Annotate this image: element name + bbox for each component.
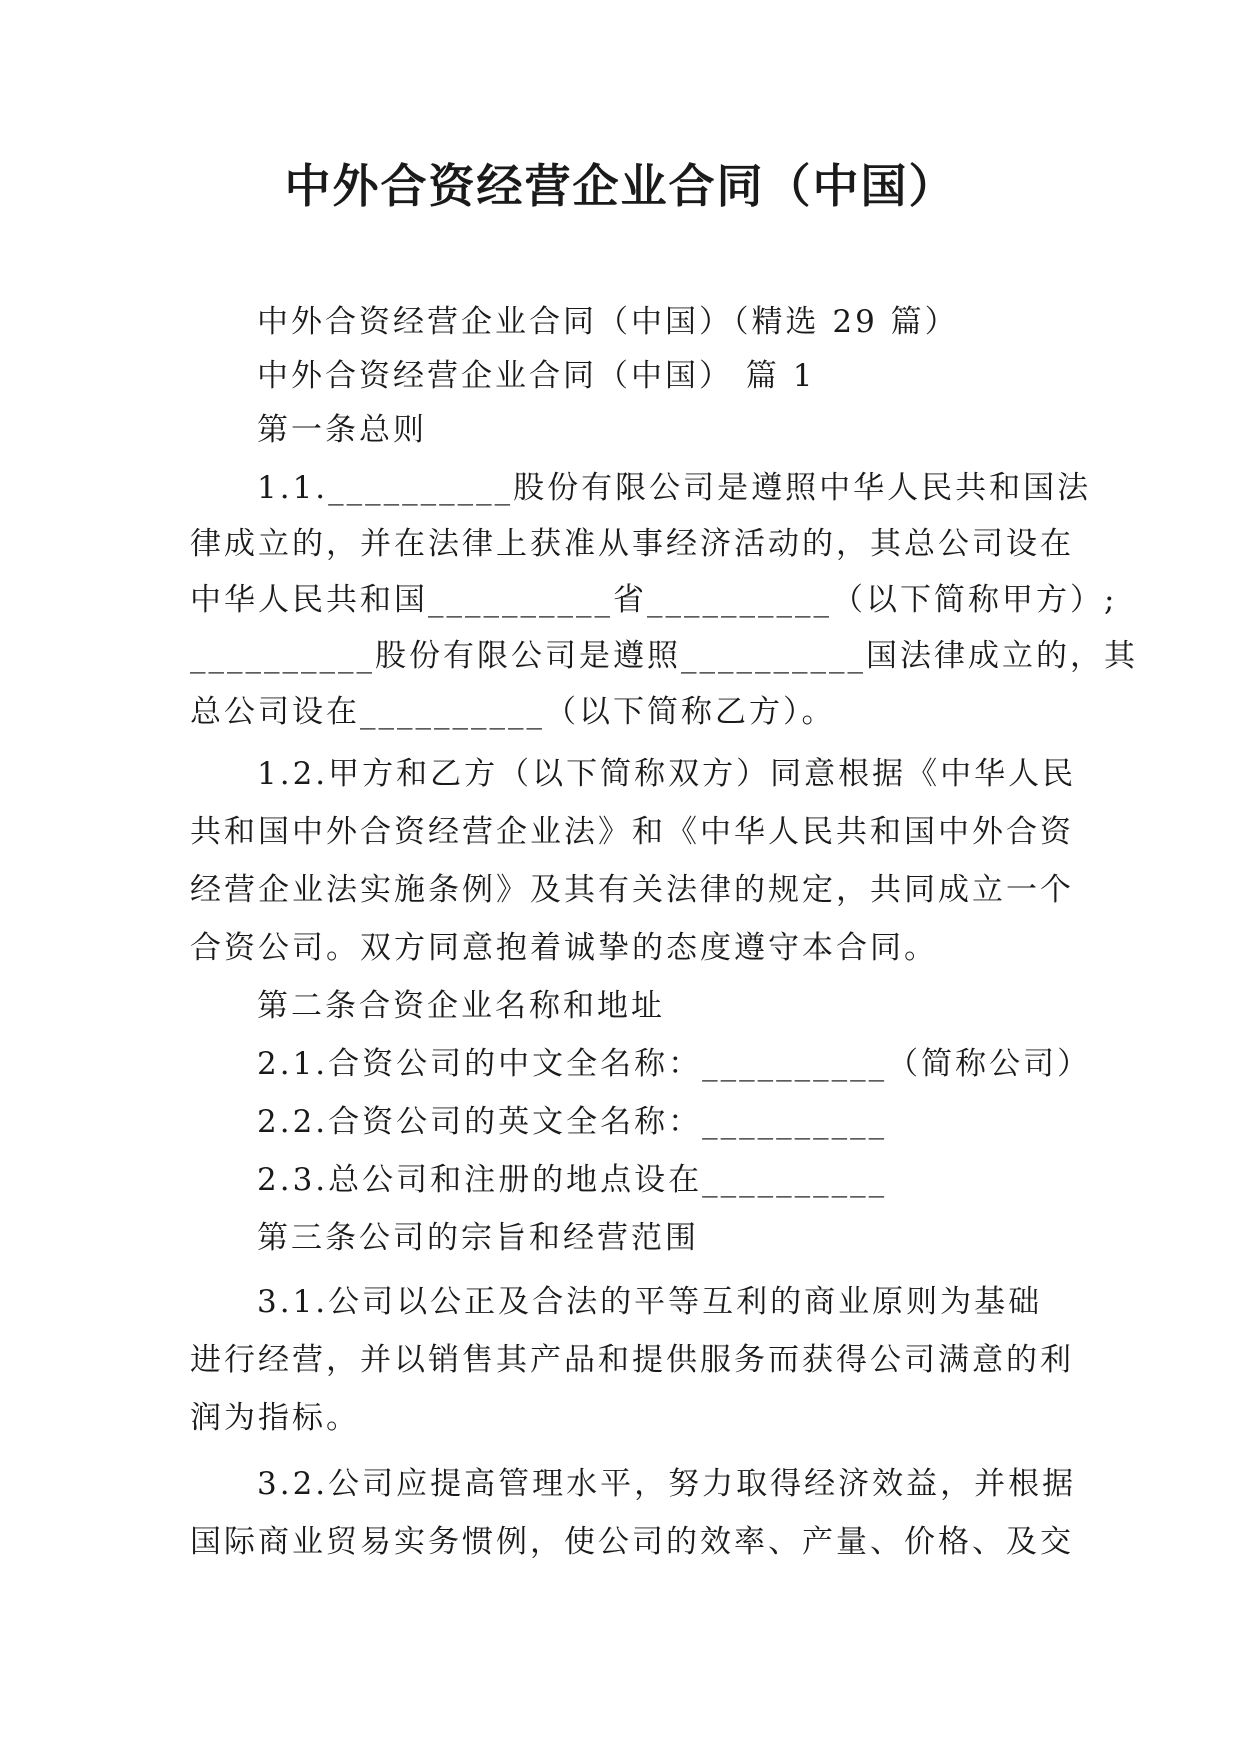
paragraph-line: 2.1.合资公司的中文全名称：__________（简称公司） — [257, 1046, 1092, 1082]
paragraph-line: 润为指标。 — [190, 1400, 360, 1436]
paragraph-line: 2.3.总公司和注册的地点设在__________ — [257, 1162, 888, 1198]
paragraph-line: 中华人民共和国__________省__________（以下简称甲方）; — [190, 582, 1118, 618]
paragraph-line: 合资公司。双方同意抱着诚挚的态度遵守本合同。 — [190, 930, 938, 966]
article-heading: 第三条公司的宗旨和经营范围 — [257, 1220, 699, 1256]
paragraph-line: 律成立的，并在法律上获准从事经济活动的，其总公司设在 — [190, 526, 1074, 562]
article-heading: 第一条总则 — [257, 412, 427, 448]
article-heading: 第二条合资企业名称和地址 — [257, 988, 665, 1024]
paragraph-line: __________股份有限公司是遵照__________国法律成立的，其 — [190, 638, 1138, 674]
paragraph-line: 2.2.合资公司的英文全名称：__________ — [257, 1104, 888, 1140]
paragraph-line: 3.2.公司应提高管理水平，努力取得经济效益，并根据 — [257, 1466, 1077, 1502]
paragraph-line: 1.1.__________股份有限公司是遵照中华人民共和国法 — [257, 470, 1092, 506]
subtitle-line: 中外合资经营企业合同（中国）（精选 29 篇） — [257, 304, 959, 340]
paragraph-line: 经营企业法实施条例》及其有关法律的规定，共同成立一个 — [190, 872, 1074, 908]
document-title: 中外合资经营企业合同（中国） — [284, 159, 957, 213]
paragraph-line: 总公司设在__________（以下简称乙方）。 — [190, 694, 836, 730]
paragraph-line: 1.2.甲方和乙方（以下简称双方）同意根据《中华人民 — [257, 756, 1077, 792]
paragraph-line: 进行经营，并以销售其产品和提供服务而获得公司满意的利 — [190, 1342, 1074, 1378]
paragraph-line: 3.1.公司以公正及合法的平等互利的商业原则为基础 — [257, 1284, 1043, 1320]
paragraph-line: 共和国中外合资经营企业法》和《中华人民共和国中外合资 — [190, 814, 1074, 850]
paragraph-line: 国际商业贸易实务惯例，使公司的效率、产量、价格、及交 — [190, 1524, 1074, 1560]
section-heading: 中外合资经营企业合同（中国） 篇 1 — [257, 358, 816, 394]
